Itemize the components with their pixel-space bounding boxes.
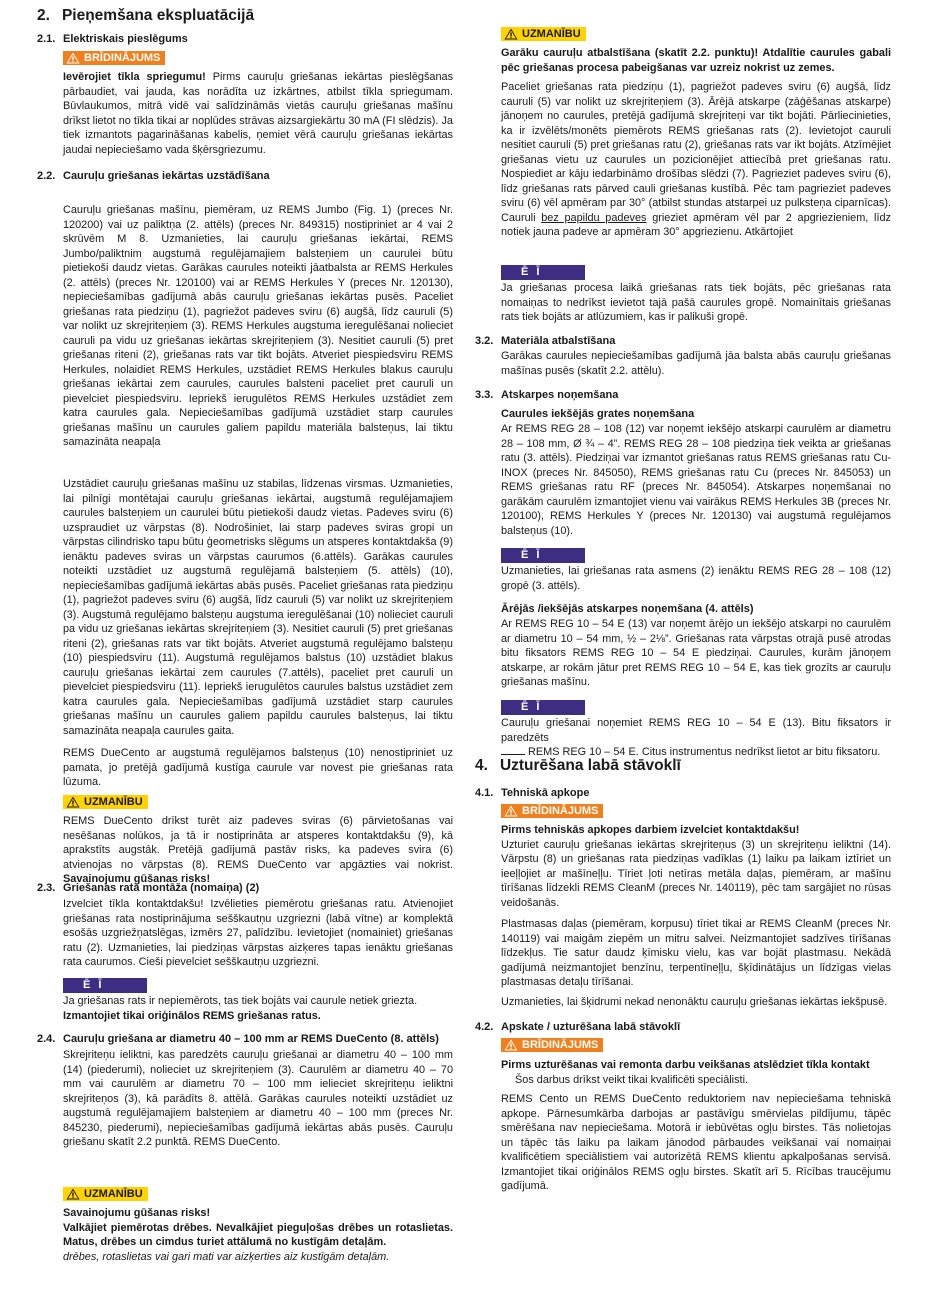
paragraph-text: REMS DueCento drīkst turēt aiz padeves sviras (6) pārvietošanas vai nesēšanas nolūkos, ja tā ir nostiprināta ar atsperes kontaktdakšu (9), kā aprakstīts augstāk. Pretējā gadījumā pastāv risks, ka padeves svira (6) atvienojas no vārpstas (8). REMS DueCento var apgāzties vai nokrist. [63,815,453,871]
paragraph [501,823,891,910]
paragraph: Ja griešanas procesa laikā griešanas rats tiek bojāts, pēc griešanas rata nomaiņas to nedrīkst ievietot tajā pašā caurules gropē. Nomainītais griešanas rats tiek bojāts ar atlūzumiem, kas ir palikuši gropē. [501,282,891,323]
underlined-text: bez papildu padeves [541,211,647,224]
paragraph [63,814,453,887]
paragraph: REMS Cento un REMS DueCento reduktoriem nav nepieciešama tehniskā apkope. Pārnesumkārba darbojas ar pastāvīgu smērvielas pildījumu, tāpēc smērēšana nav nepieciešama. Motorā ir iebūvētas ogļu birstes. Tās nolietojas un tāpēc tās laiku pa laikam jānodod pārbaudes veikšanai vai nomaiņai kvalificētiem speciālistiem vai autorizētā REMS klientu apkalpošanas servisā. Izmantojiet tikai oriģinālos REMS ogļu birstes. Skatīt arī 5. Rīcības traucējumu gadījumā. [501,1093,891,1192]
paragraph [63,994,453,1023]
warning-label [37,51,165,69]
paragraph [63,1206,453,1264]
paragraph-text: Cauruļu griešanai noņemiet REMS REG 10 – 54 E (13). Bitu fiksators ir paredzēts [501,717,891,744]
blank-line [501,754,525,755]
caution-label [37,795,148,813]
note-label [475,545,585,563]
section-title: Pieņemšana ekspluatācijā [61,7,255,24]
paragraph-text: REMS REG 10 – 54 E. Citus instrumentus nedrīkst lietot ar bitu fiksatoru. [528,746,881,758]
italic-text: drēbes, rotaslietas vai gari mati var aizķerties aiz kustīgām detaļām. [63,1250,390,1263]
section-number: 4.2. [475,1021,494,1033]
note-label [475,697,585,715]
paragraph [501,716,891,760]
paragraph: Garāku cauruļu atbalstīšana (skatīt 2.2. punktu)! Atdalītie caurules gabali pēc griešanas procesa pabeigšanas var uzreiz nokrist uz zemes. [501,47,891,74]
emphasis-text: Pirms tehniskās apkopes darbiem izvelciet kontaktdakšu! [501,824,800,836]
section-title: Tehniskā apkope [501,787,590,799]
section-title: Cauruļu griešana ar diametru 40 – 100 mm ar REMS DueCento (8. attēls) [63,1033,439,1045]
section-4-2-heading [475,1021,891,1033]
lead-text: Ievērojiet tīkla spriegumu! [63,71,206,83]
paragraph-text: Paceliet griešanas rata piedziņu (1), pagriežot padeves sviru (6) augšā, līdz cauruli (5) var nolikt uz skrejriteņiem (3). Ārējā atskarpe (zāģēšanas atskarpe) jānoņem no caurules, pretējā gadījumā skrejriteņi var tikt bojāti. Pārliecinieties, ka ir izvēlēts/monēts piemērots REMS griešanas rats (2). Ievietojot cauruli nesitiet cauruli (5) pret griešanas ratu (2), griešanas rats var ikt bojāts. Atzīmējiet griešanas vietu uz caurules un pozicionējiet attiecībā pret griešanas ratu. Nospiediet ar kāju iedarbināmo drošības slēdzi (7). Pagrieziet padeves sviru (6), līdz griešanas rats pārved cauli griešanas kustībā. Pēc tam pagrieziet padeves sviru (6) vēl apmēram par 30° (atbilst stundas atstarpei uz pulksteņa ciparnīcas). Cauruli [501,81,891,224]
warning-triangle-icon [504,805,518,817]
section-number: 2.4. [37,1033,56,1045]
warning-text: BRĪDINĀJUMS [522,805,599,817]
paragraph: Cauruļu griešanas mašīnu, piemēram, uz REMS Jumbo (Fig. 1) (preces Nr. 120200) vai uz paliktņa (2. attēls) (preces Nr. 849315) nostipriniet ar 4 vai 2 skrūvēm M 8. Uzmanieties, lai cauruļu griešanas iekārtai, REMS Jumbo/paliktnim augstumā regulējamajiem balsteņiem un caurulei būtu pietiekoši daudz vietas. Garākas caurules noteikti jāatbalsta ar REMS Herkules (2. attēls) (preces Nr. 120100) vai ar REMS Herkules Y (preces Nr. 120130), nepieciešamības gadījumā abās cauruļu griešanas iekārtas pusēs. Paceliet griešanas rata piedziņu (1), pagriežot padeves sviru (6) augšā, līdz cauruli (5) var nolikt uz skrejriteņiem (3). REMS Herkules augstuma ieregulēšanai nolieciet cauruli pa vidu uz griešanas iekārtas skrejriteņiem (3). Nesitiet cauruli (5) pret griešanas riteni (2), griešanas rats var tikt bojāts. Atveriet piespiedsviru REMS Herkules, nolaidiet REMS Herkules, uzstādiet REMS Herkules blakus cauruļu griešanas iekārtai zem caurules, caurules balsteni paceliet pret cauruli un pievelciet piespiedsviru. Iepriekš ierugulētos REMS Herkules uzstādiet zem katra caurules gala. Nepieciešamības gadījumā uzstādiet starp caurules griešanas mašīnu un caurules galiem papildu materiāla balsteņus, lai tiktu samazināta neapaļa [63,204,453,448]
caution-label [475,27,586,45]
note-label [475,262,585,280]
warning-triangle-icon [504,28,518,40]
section-title: Griešanas rata montāža (nomaiņa) (2) [63,882,260,894]
section-4-1-heading [475,787,891,799]
caution-text: UZMANĪBU [84,1188,143,1200]
section-number: 2. [37,7,50,24]
paragraph: Ar REMS REG 28 – 108 (12) var noņemt iekšējo atskarpi caurulēm ar diametru 28 – 108 mm, Ø ¾ – 4”. REMS REG 28 – 108 piedziņa tiek veikta ar griešanas ratu (3. attēls). Piedziņai var izmantot griešanas ratus REMS griešanas ratu Cu-INOX (preces Nr. 845050), REMS griešanas ratu Cu (preces Nr. 845053) un REMS griešanas ratu RF (preces Nr. 845054). Atskarpes noņemšanai no garākām caurulēm izmantojiet vienu vai vairākus REMS Herkules 3B (preces Nr. 120100), REMS Herkules Y (preces Nr. 120130) vai augstumā regulējamos balsteņus (10). [501,423,891,537]
warning-text: BRĪDINĀJUMS [84,52,161,64]
emphasis-text: Pirms uzturēšanas vai remonta darbu veikšanas atslēdziet tīkla kontakt [501,1059,870,1071]
section-2-1-heading [37,33,453,45]
emphasis-text: Savainojumu gūšanas risks! [63,873,211,885]
note-badge: ĒĪ [501,265,585,280]
section-number: 2.1. [37,33,56,45]
subheading: Ārējās /iekšējās atskarpes noņemšana (4. attēls) [501,603,754,615]
section-number: 4.1. [475,787,494,799]
section-title: Apskate / uzturēšana labā stāvoklī [501,1021,681,1033]
section-3-2-heading [475,335,891,347]
warning-triangle-icon [66,1188,80,1200]
section-2-heading [37,7,254,25]
warning-triangle-icon [66,796,80,808]
section-4-heading [475,757,681,775]
note-badge: ĒĪ [501,700,585,715]
section-2-2-heading [37,170,453,182]
warning-text: BRĪDINĀJUMS [522,1039,599,1051]
paragraph [63,70,453,157]
emphasis-text: Savainojumu gūšanas risks! [63,1207,211,1219]
caution-text: UZMANĪBU [522,28,581,40]
section-title: Uzturēšana labā stāvoklī [499,757,681,774]
warning-label [475,804,603,822]
section-2-4-heading [37,1033,453,1045]
section-title: Cauruļu griešanas iekārtas uzstādīšana [63,170,270,182]
section-3-3-heading [475,389,891,401]
emphasis-text: Valkājiet piemērotas drēbes. Nevalkājiet pieguļošas drēbes un rotaslietas. Matus, drēbes un cimdus turiet attālumā no kustīgām detaļām. [63,1221,453,1248]
paragraph: Uzstādiet cauruļu griešanas mašīnu uz stabilas, līdzenas virsmas. Uzmanieties, lai pilnīgi montētajai cauruļu griešanas iekārtai, augstumā regulējamajiem caurules balsteņiem un caurulei būtu pietiekoši daudz vietas. Padeves sviru (6) uzspraudiet uz vārpstas (8). Nodrošiniet, lai starp padeves sviras gropi un vārpstas cilindrisko tapu būtu ģeometrisks slēgums un atsperes kontaktdakša (9) ienāktu padeves sviras un vārpstas caurumos (6.attēls). Garākas caurules noteikti uzstādiet uz augstumā regulējamā balsteņiem (5. attēls) (10), nepieciešamības gadījumā iekārtas abās pusēs. Paceliet griešanas rata piedziņu (1), pagriežot padeves sviru (6) augšā, līdz cauruli (5) var nolikt uz skrejriteņiem (3). Augstumā regulējamo balsteņu augstuma ieregulēšanai (10) nolieciet cauruli pa vidu uz griešanas iekārtas skrejriteņiem (3). Nesitiet cauruli (5) pret griešanas riteni (2), griešanas rats var tikt bojāts. Atveriet augstumā regulējamo balsteņu (10) piespiedsviru (11). Augstumā regulējamos balstus (10) uzstādiet blakus cauruļu griešanas iekārtai zem caurules (7.attēls), paceliet pret cauruli un pievelciet piespiedsviru (11). Iepriekš ierugulētos caurules balstus uzstādiet zem katra caurules gala. Nepieciešamības gadījumā uzstādiet starp caurules griešanas mašīnu un caurules galiem papildu caurules balsteņus, lai tiktu samazināta neapaļa caurules gaita. [63,478,453,737]
paragraph: Izvelciet tīkla kontaktdakšu! Izvēlieties piemērotu griešanas ratu. Atvienojiet griešanas rata nostiprinājuma sešškautņu uzgriezni (labā vītne) ar komplektā esošās uzgriežņatslēgas, izmērs 27, palīdzību. Ievietojiet (nomainiet) griešanas ratu (2). Uzmanieties, lai piedziņas vārpstas aizķeres tapas ienāktu griešanas rata caurumos. Cieši pievelciet sešškautņu uzgriezni. [63,898,453,968]
caution-label [37,1187,148,1205]
section-title: Materiāla atbalstīšana [501,335,616,347]
paragraph: Skrejriteņu ieliktni, kas paredzēts cauruļu griešanai ar diametru 40 – 100 mm (14) (piederumi), nolieciet uz skrejriteņiem (3). Caurulēm ar diametru 40 – 70 mm vai caurulēm ar diametru 70 – 100 mm ielieciet skrejriteņu ieliktni skrejriteņos (3), kā parādīts 8. attēlā. Garākas caurules noteikti uzstādiet uz augstumā regulējamajiem balsteņiem ar diametru 40 – 100 mm (preces Nr. 845230, piederumi), nepieciešamības gadījumā iekārtas abās pusēs. Cauruļu griešanu skatīt 2.2 punktā. REMS DueCento. [63,1049,453,1148]
paragraph: Plastmasas daļas (piemēram, korpusu) tīriet tikai ar REMS CleanM (preces Nr. 140119) vai maigām ziepēm un mitru salvei. Neizmantojiet sadzīves tīrīšanas līdzekļus. Tie satur daudz ķīmisku vielu, kas var bojāt plastmasu. Nekādā gadījumā neizmantojiet benzīnu, terpentīneļļu, šķīdinātājus un līdzīgas vielas plastmasas detaļu tīrīšanai. [501,918,891,988]
paragraph: Ar REMS REG 10 – 54 E (13) var noņemt ārējo un iekšējo atskarpi no caurulēm ar diametru 10 – 54 mm, ½ – 2⅛”. Griešanas rata vārpstas otrajā pusē atrodas bitu fiksators REMS REG 10 – 54 E piedziņai. Caurules, kurām jānoņem atskarpe, ar rokām jātur pret REMS REG 10 – 54 E, kas tiek grozīts ar cauruļu griešanas mašīnu. [501,618,891,688]
note-label [37,975,147,993]
paragraph: Uzmanieties, lai griešanas rata asmens (2) ienāktu REMS REG 28 – 108 (12) gropē (3. attēls). [501,565,891,592]
section-number: 4. [475,757,488,774]
section-number: 2.3. [37,882,56,894]
subheading: Caurules iekšējās grates noņemšana [501,408,695,420]
paragraph [501,80,891,240]
warning-label [475,1038,603,1056]
section-number: 3.3. [475,389,494,401]
note-badge: ĒĪ [501,548,585,563]
paragraph-text: Ja griešanas rats ir nepiemērots, tas tiek bojāts vai caurule netiek griezta. [63,995,418,1007]
section-title: Atskarpes noņemšana [501,389,619,401]
warning-triangle-icon [66,52,80,64]
section-title: Elektriskais pieslēgums [63,33,188,45]
caution-text: UZMANĪBU [84,796,143,808]
section-number: 3.2. [475,335,494,347]
paragraph: Uzmanieties, lai šķidrumi nekad nenonāktu cauruļu griešanas iekārtas iekšpusē. [501,996,888,1008]
note-badge: ĒĪ [63,978,147,993]
paragraph: Garākas caurules nepieciešamības gadījumā jāa balsta abās cauruļu griešanas mašīnas pusēs (skatīt 2.2. attēlu). [501,350,891,377]
paragraph-text: Pirms cauruļu griešanas iekārtas pieslēgšanas pārbaudiet, vai jauda, kas norādīta uz izkārtnes, atbilst tīkla spriegumam. Būvlaukumos, mitrā vidē vai salīdzināmās vietās cauruļu griešanas mašīnu drīkst lietot no tīkla tikai ar noplūdes strāvas aizsargiekārtu 30 mA (FI slēdzis). Ja tiek izmantots pagarināšanas kabelis, ņemiet vērā cauruļu griešanas iekārtas jaudai nepieciešamo vada šķērsgriezumu. [63,71,454,156]
paragraph-text: Uzturiet cauruļu griešanas iekārtas skrejriteņus (3) un skrejriteņu ieliktni (14). Vārpstu (8) un griešanas rata piedziņas vadīklas (1) laiku pa laikam iztīriet un ieeļļojiet ar mašīneļļu. Tīriet ļoti netīras metāla daļas, piemēram, ar mašīnu tīrīšanas līdzekli REMS CleanM (preces Nr. 140119), pēc tam sargājiet no rūsas veidošanās. [501,838,891,909]
paragraph-text: grieziet apmēram vēl par 2 apgriezieniem, līdz notiek jauna padeve ar apmēram 30° apgriezienu. Atkārtojiet [501,211,891,238]
indented-text: Šos darbus drīkst veikt tikai kvalificēti speciālisti. [515,1073,749,1086]
paragraph: REMS DueCento ar augstumā regulējamos balsteņus (10) nenostipriniet uz pamata, jo pretējā gadījumā kustīga caurule var novest pie griešanas rata lūzuma. [63,747,453,788]
section-number: 2.2. [37,170,56,182]
paragraph [501,1058,891,1087]
section-2-3-heading [37,882,453,894]
emphasis-text: Izmantojiet tikai oriģinālos REMS griešanas ratus. [63,1009,321,1022]
warning-triangle-icon [504,1039,518,1051]
